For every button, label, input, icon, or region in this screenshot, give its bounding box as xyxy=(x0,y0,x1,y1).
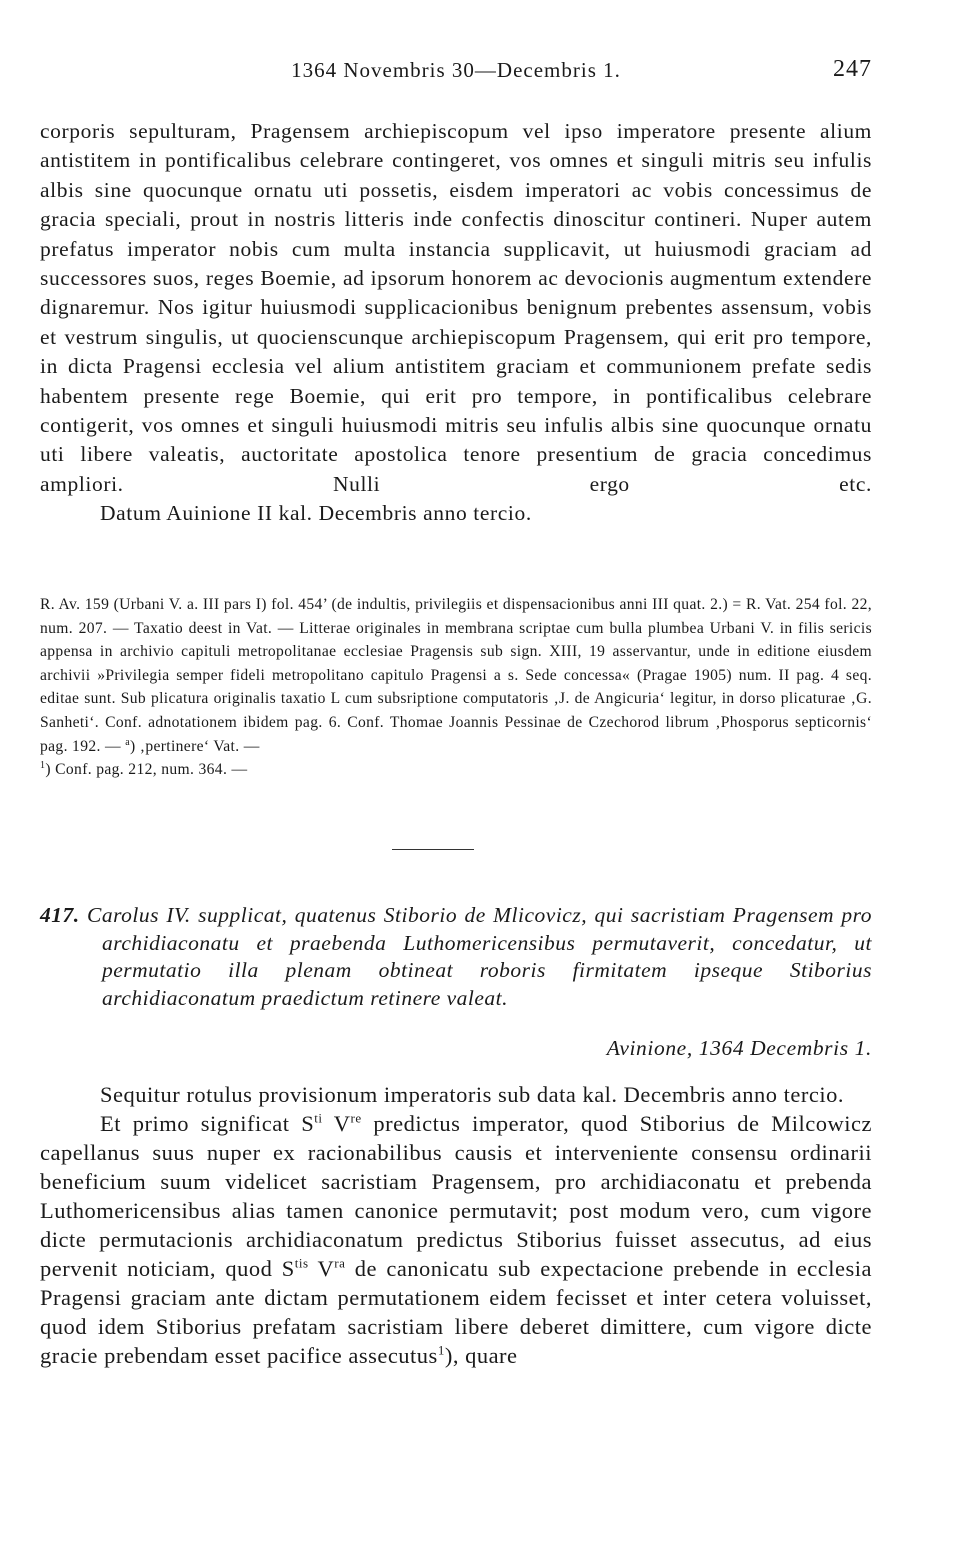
regest-summary: Carolus IV. supplicat, quatenus Stiborio de Mlicovicz, qui sacristiam Pragensem pro archidiaconatu et praebenda Luthomericensibus permutaverit, concedatur, ut permutatio illa plenam obtineat roboris firmitatem ipseque Stiborius archidiaconatum praedictum retinere valeat. xyxy=(87,903,872,1010)
petition-text-part: Et primo significat S xyxy=(100,1111,315,1136)
regest-text xyxy=(40,902,872,1012)
footnote-a-text: ) ‚pertinere‘ Vat. — xyxy=(130,737,260,755)
entry-regest xyxy=(40,902,872,1012)
abbrev-superscript: re xyxy=(350,1110,362,1126)
page-number: 247 xyxy=(833,56,872,82)
running-head xyxy=(40,56,872,84)
petition-paragraph-2 xyxy=(40,1109,872,1370)
place-date: Avinione, 1364 Decembris 1. xyxy=(606,1036,872,1060)
petition-text-part: V xyxy=(308,1256,335,1281)
footnote-a-mark: a xyxy=(125,736,130,748)
petition-paragraph-1: Sequitur rotulus provisionum imperatoris sub data kal. Decembris anno tercio. xyxy=(100,1082,844,1107)
letter-body xyxy=(40,117,872,529)
apparatus-notes xyxy=(40,593,872,782)
entry-number: 417. xyxy=(40,903,80,927)
running-head-title: 1364 Novembris 30—Decembris 1. xyxy=(291,58,621,82)
abbrev-superscript: ra xyxy=(334,1255,346,1271)
datum-line: Datum Auinione II kal. Decembris anno tercio. xyxy=(100,501,532,526)
place-date-line xyxy=(40,1036,872,1068)
apparatus-text: R. Av. 159 (Urbani V. a. III pars I) fol. 454’ (de indultis, privilegiis et dispensacionibus anni III quat. 2.) = R. Vat. 254 fol. 22, num. 207. — Taxatio deest in Vat. — Litterae originales in membrana scriptae cum bulla plumbea Urbani V. in filis sericis appensa in archivio capituli metropolitanae ecclesiae Pragensis sub sign. XIII, 19 asservantur, unde in editione eiusdem archivii »Privilegia semper fideli metropolitano capitulo Pragensi a s. Sede concessa« (Pragae 1905) num. II pag. 4 seq. editae sunt. Sub plicatura originalis taxatio L cum subsriptione computatoris ‚J. de Angicuria‘ legitur, in dorso plicaturae ‚G. Sanheti‘. Conf. adnotationem ibidem pag. 6. Conf. Thomae Joannis Pessinae de Czechorod librum ‚Phosporus septicornis‘ pag. 192. — xyxy=(40,596,872,755)
critical-apparatus xyxy=(40,593,872,782)
petition-text-part: V xyxy=(322,1111,351,1136)
footnote-reference: 1 xyxy=(437,1342,445,1358)
letter-paragraph: corporis sepulturam, Pragensem archiepiscopum vel ipso imperatore presente alium antistitem in pontificalibus celebrare contingeret, vos omnes et singuli mitris seu infulis albis sine quocunque ornatu uti possetis, eisdem imperatori ac vobis concessimus de gracia speciali, prout in nostris litteris inde confectis dinoscitur contineri. Nuper autem prefatus imperator nobis cum multa instancia supplicavit, ut huiusmodi graciam ad successores suos, reges Boemie, ad ipsorum honorem ac devocionis augmentum extendere dignaremur. Nos igitur huiusmodi supplicacionibus benignum prebentes assensum, vobis et vestrum singulis, ut quocienscunque archiepiscopum Pragensem, qui erit pro tempore, in dicta Pragensi ecclesia vel alium antistitem graciam et communionem prefate sedis habentem presente rege Boemie, qui erit pro tempore, in pontificalibus celebrare contigerit, vos omnes et singuli huiusmodi mitris seu infulis albis sine quocunque ornatu uti libere valeatis, auctoritate apostolica tenore presentium de gracia concedimus ampliori. Nulli ergo etc. xyxy=(40,119,872,496)
abbrev-superscript: tis xyxy=(294,1255,309,1271)
petition-text xyxy=(40,1080,872,1370)
petition-text-part: ), quare xyxy=(444,1343,518,1368)
footnote-1-text: ) Conf. pag. 212, num. 364. — xyxy=(45,761,248,779)
separator-rule xyxy=(392,849,474,850)
petition-text-part: predictus imperator, quod Stiborius de Milcowicz capellanus suus nuper ex racionabilibus causis et interveniente consensu ordinarii beneficium suum videlicet sacristiam Pragensem, pro archidiaconatu et prebenda Luthomericensibus alias tamen canonice permutavit; post modum vero, cum vigore dicte permutacionis archidiaconatum predictus Stiborius fuisset assecutus, ad eius pervenit noticiam, quod S xyxy=(40,1111,873,1281)
abbrev-superscript: ti xyxy=(314,1110,323,1126)
footnote-1-mark: 1 xyxy=(40,759,46,771)
petition-text-part: de canonicatu sub expectacione prebende in ecclesia Pragensi graciam ante dictam permutationem eidem fecisset et inter cetera voluisset, quod idem Stiborius prefatam sacristiam libere deberet dimittere, cum vigore dicte gracie prebendam esset pacifice assecutus xyxy=(40,1256,872,1368)
